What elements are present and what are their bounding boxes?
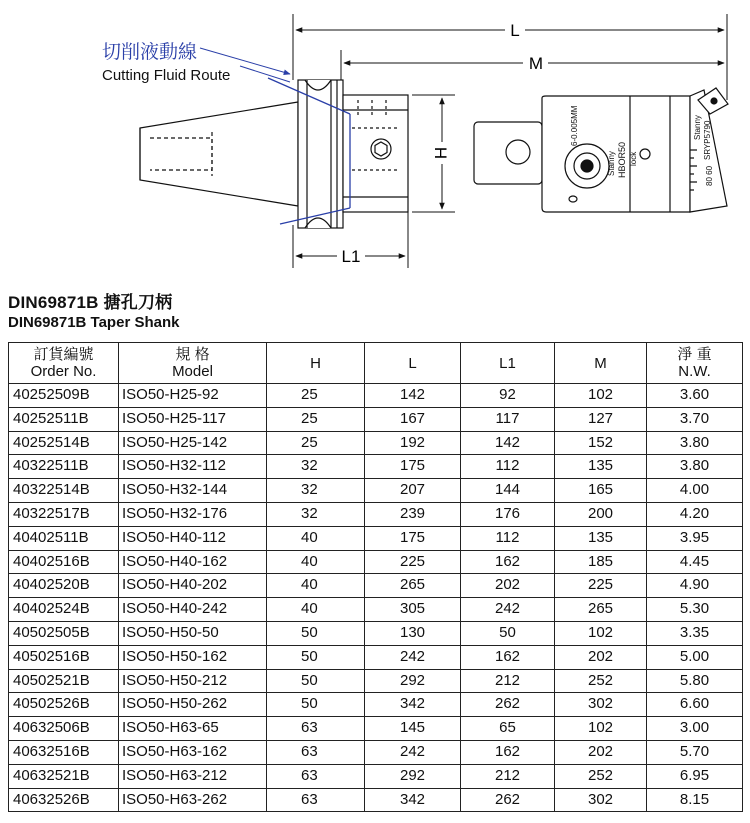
- cell-l: 242: [365, 740, 461, 764]
- cell-m: 135: [555, 455, 647, 479]
- cell-nw: 5.30: [647, 598, 743, 622]
- table-row: [9, 717, 743, 741]
- table-row: [9, 645, 743, 669]
- cell-h: 63: [267, 764, 365, 788]
- cell-order-no: 40402511B: [9, 526, 119, 550]
- cell-order-no: 40632521B: [9, 764, 119, 788]
- cell-order-no: 40402516B: [9, 550, 119, 574]
- dim-l-label: L: [510, 21, 520, 40]
- cell-h: 32: [267, 479, 365, 503]
- cell-h: 63: [267, 788, 365, 812]
- cell-l: 239: [365, 502, 461, 526]
- cell-h: 50: [267, 645, 365, 669]
- cell-l1: 202: [461, 574, 555, 598]
- header-l1: L1: [461, 343, 555, 384]
- cell-h: 25: [267, 431, 365, 455]
- cell-order-no: 40252514B: [9, 431, 119, 455]
- cell-model: ISO50-H50-262: [119, 693, 267, 717]
- cell-order-no: 40252511B: [9, 407, 119, 431]
- cell-m: 225: [555, 574, 647, 598]
- cell-h: 50: [267, 621, 365, 645]
- cell-nw: 4.90: [647, 574, 743, 598]
- header-m: M: [555, 343, 647, 384]
- cell-nw: 3.80: [647, 431, 743, 455]
- cell-l: 292: [365, 669, 461, 693]
- cell-l1: 212: [461, 764, 555, 788]
- cell-model: ISO50-H63-212: [119, 764, 267, 788]
- cell-order-no: 40402520B: [9, 574, 119, 598]
- table-row: [9, 479, 743, 503]
- cell-h: 63: [267, 740, 365, 764]
- cell-nw: 6.60: [647, 693, 743, 717]
- title-sub: DIN69871B Taper Shank: [8, 314, 180, 331]
- title-code: DIN69871B: [8, 293, 99, 312]
- cell-h: 40: [267, 598, 365, 622]
- cell-l: 305: [365, 598, 461, 622]
- head-text-3: lock: [629, 151, 638, 166]
- table-row: [9, 621, 743, 645]
- cell-m: 265: [555, 598, 647, 622]
- table-row: [9, 550, 743, 574]
- cell-l: 207: [365, 479, 461, 503]
- cell-model: ISO50-H32-112: [119, 455, 267, 479]
- cell-model: ISO50-H50-212: [119, 669, 267, 693]
- head-text-1: Stanny: [607, 151, 616, 176]
- dim-h-label: H: [431, 146, 451, 160]
- cell-l: 192: [365, 431, 461, 455]
- cell-model: ISO50-H40-112: [119, 526, 267, 550]
- spec-table: [8, 342, 743, 812]
- cell-model: ISO50-H25-117: [119, 407, 267, 431]
- cell-model: ISO50-H63-262: [119, 788, 267, 812]
- title-zh: 搪孔刀柄: [103, 293, 173, 312]
- cell-l: 142: [365, 384, 461, 408]
- cell-nw: 3.70: [647, 407, 743, 431]
- cell-l1: 112: [461, 455, 555, 479]
- head-text-5: SRYP5790: [703, 120, 712, 160]
- cell-nw: 5.80: [647, 669, 743, 693]
- cell-m: 200: [555, 502, 647, 526]
- cell-m: 185: [555, 550, 647, 574]
- cell-l1: 262: [461, 788, 555, 812]
- table-row: [9, 384, 743, 408]
- header-nw: 淨 重 N.W.: [647, 343, 743, 384]
- cell-h: 40: [267, 574, 365, 598]
- cell-l: 265: [365, 574, 461, 598]
- cell-m: 302: [555, 693, 647, 717]
- cell-order-no: 40502521B: [9, 669, 119, 693]
- cell-order-no: 40502505B: [9, 621, 119, 645]
- cell-l1: 212: [461, 669, 555, 693]
- cell-h: 50: [267, 669, 365, 693]
- cell-l: 292: [365, 764, 461, 788]
- cell-m: 102: [555, 384, 647, 408]
- cell-m: 102: [555, 621, 647, 645]
- table-row: [9, 526, 743, 550]
- cell-model: ISO50-H32-144: [119, 479, 267, 503]
- title-main: [8, 292, 179, 314]
- table-row: [9, 788, 743, 812]
- cell-order-no: 40502526B: [9, 693, 119, 717]
- table-row: [9, 598, 743, 622]
- fluid-label-en: Cutting Fluid Route: [102, 67, 231, 84]
- title-block: [8, 292, 179, 332]
- cell-l: 342: [365, 693, 461, 717]
- cell-l1: 142: [461, 431, 555, 455]
- cell-m: 102: [555, 717, 647, 741]
- cell-order-no: 40632506B: [9, 717, 119, 741]
- cell-model: ISO50-H50-50: [119, 621, 267, 645]
- table-row: [9, 764, 743, 788]
- cell-m: 302: [555, 788, 647, 812]
- cell-m: 152: [555, 431, 647, 455]
- header-model: 規 格 Model: [119, 343, 267, 384]
- cell-model: ISO50-H50-162: [119, 645, 267, 669]
- cell-model: ISO50-H63-162: [119, 740, 267, 764]
- cell-model: ISO50-H63-65: [119, 717, 267, 741]
- cell-h: 40: [267, 550, 365, 574]
- cell-order-no: 40252509B: [9, 384, 119, 408]
- cell-nw: 4.00: [647, 479, 743, 503]
- header-l: L: [365, 343, 461, 384]
- cell-model: ISO50-H25-142: [119, 431, 267, 455]
- cell-m: 165: [555, 479, 647, 503]
- cell-nw: 3.95: [647, 526, 743, 550]
- table-row: [9, 431, 743, 455]
- dimension-m: [341, 50, 724, 92]
- table-body: [9, 384, 743, 812]
- cell-l1: 162: [461, 645, 555, 669]
- head-text-6: 80 60: [705, 165, 714, 186]
- cell-model: ISO50-H40-242: [119, 598, 267, 622]
- cell-l1: 65: [461, 717, 555, 741]
- table-row: [9, 407, 743, 431]
- cell-l1: 242: [461, 598, 555, 622]
- cell-l1: 117: [461, 407, 555, 431]
- cell-l1: 176: [461, 502, 555, 526]
- cell-m: 127: [555, 407, 647, 431]
- cell-nw: 3.00: [647, 717, 743, 741]
- cell-nw: 5.00: [647, 645, 743, 669]
- cell-nw: 3.60: [647, 384, 743, 408]
- cell-order-no: 40322511B: [9, 455, 119, 479]
- cell-l1: 50: [461, 621, 555, 645]
- dim-m-label: M: [528, 54, 544, 73]
- cell-l1: 112: [461, 526, 555, 550]
- cell-model: ISO50-H40-202: [119, 574, 267, 598]
- cell-m: 252: [555, 669, 647, 693]
- technical-drawing: [0, 0, 750, 290]
- header-order: 訂貨編號 Order No.: [9, 343, 119, 384]
- cell-l1: 92: [461, 384, 555, 408]
- table-row: [9, 455, 743, 479]
- cell-nw: 3.35: [647, 621, 743, 645]
- table-header-row: [9, 343, 743, 384]
- holder-side-view: [140, 80, 408, 228]
- cell-l1: 144: [461, 479, 555, 503]
- cell-nw: 4.20: [647, 502, 743, 526]
- cell-m: 202: [555, 740, 647, 764]
- cell-order-no: 40632516B: [9, 740, 119, 764]
- cell-l: 167: [365, 407, 461, 431]
- cell-l1: 162: [461, 740, 555, 764]
- table-row: [9, 740, 743, 764]
- cell-l: 145: [365, 717, 461, 741]
- cell-h: 32: [267, 502, 365, 526]
- cell-l: 130: [365, 621, 461, 645]
- head-text-2: HBOR50: [617, 141, 627, 178]
- cell-order-no: 40322517B: [9, 502, 119, 526]
- cell-h: 63: [267, 717, 365, 741]
- cell-h: 25: [267, 384, 365, 408]
- cell-h: 32: [267, 455, 365, 479]
- cell-h: 25: [267, 407, 365, 431]
- cell-model: ISO50-H40-162: [119, 550, 267, 574]
- cell-order-no: 40502516B: [9, 645, 119, 669]
- cell-h: 40: [267, 526, 365, 550]
- cell-l: 175: [365, 526, 461, 550]
- table-row: [9, 693, 743, 717]
- cell-nw: 6.95: [647, 764, 743, 788]
- cell-l1: 262: [461, 693, 555, 717]
- cell-l1: 162: [461, 550, 555, 574]
- cell-m: 252: [555, 764, 647, 788]
- dimension-l: [293, 14, 727, 100]
- header-h: H: [267, 343, 365, 384]
- fluid-label-zh: 切削液動線: [102, 42, 198, 63]
- cell-m: 202: [555, 645, 647, 669]
- cell-model: ISO50-H25-92: [119, 384, 267, 408]
- cell-nw: 3.80: [647, 455, 743, 479]
- cell-l: 242: [365, 645, 461, 669]
- cell-model: ISO50-H32-176: [119, 502, 267, 526]
- cell-nw: 4.45: [647, 550, 743, 574]
- cell-l: 342: [365, 788, 461, 812]
- dim-l1-label: L1: [341, 247, 361, 266]
- head-text-4: Stanny: [693, 115, 702, 140]
- cell-nw: 8.15: [647, 788, 743, 812]
- table-row: [9, 502, 743, 526]
- boring-head-view: [474, 88, 728, 212]
- cell-order-no: 40632526B: [9, 788, 119, 812]
- cell-order-no: 40402524B: [9, 598, 119, 622]
- cell-order-no: 40322514B: [9, 479, 119, 503]
- table-row: [9, 574, 743, 598]
- cell-h: 50: [267, 693, 365, 717]
- cell-m: 135: [555, 526, 647, 550]
- cell-l: 225: [365, 550, 461, 574]
- cell-l: 175: [365, 455, 461, 479]
- table-row: [9, 669, 743, 693]
- dimension-h: [412, 95, 455, 212]
- cell-nw: 5.70: [647, 740, 743, 764]
- dial-text: 6-0.005MM: [570, 105, 579, 146]
